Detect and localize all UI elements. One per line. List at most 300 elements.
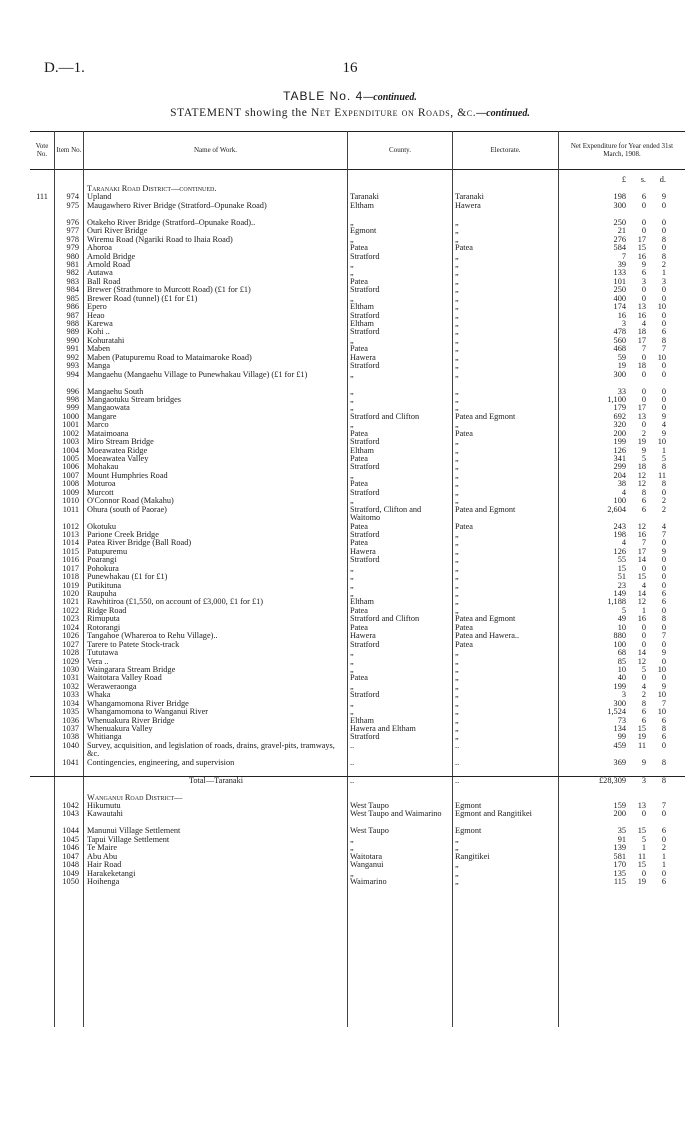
item-cell: 1013 [62, 530, 79, 539]
shillings-cell: 16 [637, 615, 646, 624]
county-cell: Patea [350, 480, 368, 489]
table-row [30, 565, 685, 573]
work-cell: Te Maire [87, 844, 118, 853]
item-cell: 1014 [62, 539, 79, 548]
work-cell: Mangare [87, 412, 117, 421]
county-cell: „ [350, 682, 354, 691]
item-cell: 1047 [62, 852, 79, 861]
electorate-cell: „ [455, 606, 459, 615]
table-row [30, 641, 685, 649]
table-row [30, 691, 685, 699]
county-cell: Stratford [350, 488, 380, 497]
pounds-cell: 204 [613, 471, 626, 480]
electorate-cell: „ [455, 708, 459, 717]
county-cell: „ [350, 699, 354, 708]
work-cell: Maben (Patupuremu Road to Mataimaroke Road) [87, 353, 252, 362]
county-cell: Stratford [350, 733, 380, 742]
shillings-cell: 15 [637, 725, 646, 734]
pence-cell: 6 [661, 877, 666, 886]
pence-cell: 0 [661, 810, 666, 819]
county-cell: „ [350, 395, 354, 404]
county-cell: West Taupo [350, 827, 389, 836]
item-cell: 1036 [62, 716, 79, 725]
pence-cell: 0 [661, 640, 666, 649]
pounds-cell: 139 [613, 844, 626, 853]
pounds-cell: 101 [613, 277, 626, 286]
table-row [30, 632, 685, 640]
item-cell: 1041 [62, 758, 79, 767]
work-cell: Heao [87, 311, 105, 320]
table-row [30, 683, 685, 691]
item-cell: 1032 [62, 682, 79, 691]
electorate-cell: „ [455, 590, 459, 599]
pounds-cell: 300 [613, 370, 626, 379]
pence-cell: 7 [661, 345, 666, 354]
table-row [30, 345, 685, 353]
county-cell: Stratford [350, 691, 380, 700]
county-cell: Patea [350, 244, 368, 253]
table-row [30, 413, 685, 421]
shillings-cell: 15 [637, 573, 646, 582]
table-row [30, 539, 685, 547]
county-cell: Stratford, Clifton and Waitomo [350, 505, 422, 523]
county-cell: Eltham [350, 201, 374, 210]
pounds-cell: 3 [621, 691, 626, 700]
work-cell: Rawhitiroa (£1,550, on account of £3,000, £1 for £1) [87, 598, 264, 607]
pounds-cell: 135 [613, 869, 626, 878]
electorate-cell: „ [455, 370, 459, 379]
pounds-cell: 198 [613, 530, 626, 539]
county-cell: „ [350, 573, 354, 582]
pounds-cell: 459 [613, 741, 626, 750]
table-row [30, 861, 685, 869]
shillings-cell: 12 [637, 480, 646, 489]
pounds-cell: 692 [613, 412, 626, 421]
pounds-cell: 243 [613, 522, 626, 531]
item-cell: 1045 [62, 835, 79, 844]
pounds-cell: 15 [617, 564, 626, 573]
pounds-cell: 3 [621, 320, 626, 329]
pounds-cell: 300 [613, 201, 626, 210]
work-cell: Maugawhero River Bridge (Stratford–Opunake Road) [87, 201, 267, 210]
work-cell: Moeawatea Valley [87, 455, 149, 464]
work-cell: Putikituna [87, 581, 122, 590]
pence-cell: 8 [661, 758, 666, 767]
pounds-cell: 51 [617, 573, 626, 582]
county-cell: Hawera [350, 353, 376, 362]
table-row [30, 447, 685, 455]
work-cell: Moeawatea Ridge [87, 446, 148, 455]
page-number: 16 [342, 60, 358, 76]
item-cell: 1029 [62, 657, 79, 666]
total-label [87, 777, 345, 785]
item-cell: 1038 [62, 733, 79, 742]
county-cell: „ [350, 336, 354, 345]
shillings-cell: 0 [641, 201, 646, 210]
pounds-cell: 7 [621, 252, 626, 261]
pence-cell: 10 [657, 665, 666, 674]
table-row [30, 421, 685, 429]
shillings-cell: 17 [637, 336, 646, 345]
work-cell: Contingencies, engineering, and supervision [87, 758, 235, 767]
work-cell: Brewer (Strathmore to Murcott Road) (£1 for £1) [87, 286, 251, 295]
pence-cell: 11 [658, 471, 666, 480]
electorate-cell: Patea [455, 429, 473, 438]
pence-cell: 8 [661, 615, 666, 624]
pence-cell: 2 [661, 260, 666, 269]
pounds-cell: 170 [613, 861, 626, 870]
electorate-cell: „ [455, 547, 459, 556]
pence-cell: 0 [661, 835, 666, 844]
section-title: Taranaki Road District—continued. [87, 185, 217, 193]
electorate-cell: „ [455, 387, 459, 396]
pounds-cell: 4 [621, 539, 626, 548]
work-cell: Mount Humphries Road [87, 471, 168, 480]
shillings-cell: 18 [637, 362, 646, 371]
pounds-cell: 200 [613, 810, 626, 819]
work-cell: Okotuku [87, 522, 117, 531]
county-cell: Eltham [350, 598, 374, 607]
county-cell: Patea [350, 277, 368, 286]
work-cell: Whangamomona River Bridge [87, 699, 189, 708]
pounds-cell: 91 [617, 835, 626, 844]
shillings-cell: 5 [641, 665, 646, 674]
item-cell: 999 [66, 404, 79, 413]
shillings-cell: 18 [637, 463, 646, 472]
county-cell: „ [350, 708, 354, 717]
item-cell: 974 [66, 193, 79, 202]
electorate-cell: „ [455, 303, 459, 312]
pounds-cell: 23 [617, 581, 626, 590]
item-cell: 1050 [62, 877, 79, 886]
item-cell: 1016 [62, 556, 79, 565]
electorate-cell: „ [455, 480, 459, 489]
county-cell: Egmont [350, 227, 377, 236]
table-row [30, 269, 685, 277]
pounds-cell: 341 [613, 455, 626, 464]
work-cell: Mataimoana [87, 429, 129, 438]
electorate-cell: „ [455, 446, 459, 455]
pounds-cell: 19 [617, 362, 626, 371]
work-cell: Mangaehu South [87, 387, 144, 396]
pence-cell: 8 [661, 463, 666, 472]
county-cell: Stratford [350, 252, 380, 261]
work-cell: Maben [87, 345, 111, 354]
shillings-cell: 12 [637, 657, 646, 666]
pence-cell: 6 [661, 598, 666, 607]
work-cell: Vera .. [87, 657, 109, 666]
shillings-cell: 6 [641, 716, 646, 725]
statement-caps: Net Expenditure on Roads, &c. [310, 107, 477, 119]
electorate-cell: „ [455, 218, 459, 227]
item-cell: 986 [66, 303, 79, 312]
electorate-cell: „ [455, 277, 459, 286]
item-cell: 991 [66, 345, 79, 354]
table-row [30, 649, 685, 657]
item-cell: 1026 [62, 632, 79, 641]
pence-cell: 2 [661, 497, 666, 506]
table-row [30, 303, 685, 311]
total-label-text: Total—Taranaki [188, 776, 244, 785]
pounds-cell: 320 [613, 421, 626, 430]
pounds-cell: 179 [613, 404, 626, 413]
item-cell: 987 [66, 311, 79, 320]
pounds-cell: 2,604 [607, 505, 626, 514]
item-cell: 977 [66, 227, 79, 236]
pence-cell: 8 [661, 480, 666, 489]
pence-cell: 2 [661, 844, 666, 853]
item-cell: 1011 [62, 505, 79, 514]
work-cell: Whenuakura River Bridge [87, 716, 175, 725]
electorate-cell: „ [455, 471, 459, 480]
item-cell: 1021 [62, 598, 79, 607]
pence-cell: 10 [657, 438, 666, 447]
shillings-cell: 19 [637, 438, 646, 447]
table-row [30, 878, 685, 886]
pounds-cell: 33 [617, 387, 626, 396]
shillings-cell: 6 [641, 708, 646, 717]
item-cell: 1040 [62, 741, 79, 750]
item-cell: 980 [66, 252, 79, 261]
county-cell: .. [350, 776, 355, 785]
electorate-cell: „ [455, 556, 459, 565]
county-cell: Stratford [350, 640, 380, 649]
item-cell: 1017 [62, 564, 79, 573]
county-cell: .. [350, 741, 355, 750]
electorate-cell: Rangitikei [455, 852, 490, 861]
pounds-cell: 85 [617, 657, 626, 666]
pence-cell: 1 [661, 861, 666, 870]
electorate-cell: „ [455, 463, 459, 472]
table-row [30, 261, 685, 269]
work-cell: Whenuakura Valley [87, 725, 153, 734]
item-cell: 1001 [62, 421, 79, 430]
item-cell: 1035 [62, 708, 79, 717]
county-cell: Hawera [350, 632, 376, 641]
county-cell: Eltham [350, 446, 374, 455]
table-row [30, 227, 685, 235]
table-row [30, 615, 685, 623]
pounds-cell: 59 [617, 353, 626, 362]
table-row [30, 489, 685, 497]
electorate-cell: „ [455, 311, 459, 320]
electorate-cell: Egmont [455, 827, 482, 836]
county-cell: Stratford and Clifton [350, 615, 420, 624]
pence-cell: 0 [661, 320, 666, 329]
electorate-cell: „ [455, 362, 459, 371]
pounds-cell: 199 [613, 438, 626, 447]
pence-cell: 5 [661, 455, 666, 464]
electorate-cell: Patea [455, 623, 473, 632]
shillings-cell: 6 [641, 193, 646, 202]
pence-cell: 8 [661, 235, 666, 244]
county-cell: Patea [350, 623, 368, 632]
electorate-cell: .. [455, 741, 460, 750]
unit-shillings: s. [640, 175, 646, 184]
work-cell: Poarangi [87, 556, 117, 565]
electorate-cell: „ [455, 345, 459, 354]
shillings-cell: 6 [641, 269, 646, 278]
county-cell: Waitotara [350, 852, 383, 861]
work-cell: Epero [87, 303, 107, 312]
item-cell: 978 [66, 235, 79, 244]
work-cell: Upland [87, 193, 112, 202]
shillings-cell: 0 [641, 218, 646, 227]
electorate-cell: „ [455, 320, 459, 329]
expenditure-table [30, 131, 685, 1027]
shillings-cell: 16 [637, 311, 646, 320]
item-cell: 985 [66, 294, 79, 303]
pence-cell: 0 [661, 657, 666, 666]
pence-cell: 0 [661, 556, 666, 565]
item-cell: 1002 [62, 429, 79, 438]
shillings-cell: 17 [637, 404, 646, 413]
work-cell: Ahoroa [87, 244, 112, 253]
item-cell: 1042 [62, 802, 79, 810]
pounds-cell: 100 [613, 497, 626, 506]
county-cell: West Taupo and Waimarino [350, 810, 442, 819]
pence-cell: 1 [661, 269, 666, 278]
pounds-cell: 16 [617, 311, 626, 320]
electorate-cell: .. [455, 758, 460, 767]
table-row [30, 278, 685, 286]
table-row [30, 853, 685, 861]
shillings-cell: 9 [641, 446, 646, 455]
electorate-cell: „ [455, 269, 459, 278]
item-cell: 988 [66, 320, 79, 329]
table-row [30, 582, 685, 590]
pence-cell: 6 [661, 590, 666, 599]
work-cell: Rotorangi [87, 623, 121, 632]
pounds-cell: 134 [613, 725, 626, 734]
pence-cell: 3 [661, 277, 666, 286]
pence-cell: 0 [661, 674, 666, 683]
shillings-cell: 2 [641, 429, 646, 438]
total-row [30, 776, 685, 785]
table-row [30, 658, 685, 666]
shillings-cell: 13 [637, 802, 646, 810]
table-row [30, 810, 685, 827]
pence-cell: 0 [661, 573, 666, 582]
shillings-cell: 9 [641, 758, 646, 767]
pence-cell: 8 [661, 776, 666, 785]
work-cell: Tangahoe (Whareroa to Rehu Village).. [87, 632, 218, 641]
pence-cell: 7 [661, 530, 666, 539]
item-cell: 1010 [62, 497, 79, 506]
county-cell: „ [350, 564, 354, 573]
shillings-cell: 3 [641, 776, 646, 785]
work-cell: Raupuha [87, 590, 117, 599]
work-cell: Mangaehu (Mangaehu Village to Punewhakau Village) (£1 for £1) [87, 370, 308, 379]
table-title [0, 89, 700, 103]
item-cell: 1003 [62, 438, 79, 447]
item-cell: 1027 [62, 640, 79, 649]
table-row [30, 742, 685, 759]
shillings-cell: 1 [641, 844, 646, 853]
pounds-cell: 250 [613, 218, 626, 227]
pence-cell: 6 [661, 716, 666, 725]
pence-cell: 6 [661, 827, 666, 836]
table-row [30, 506, 685, 523]
work-cell: Ohura (south of Paorae) [87, 505, 167, 514]
work-cell: Tarere to Patete Stock-track [87, 640, 180, 649]
shillings-cell: 2 [641, 691, 646, 700]
pounds-cell: 468 [613, 345, 626, 354]
electorate-cell: Egmont and Rangitikei [455, 810, 532, 819]
electorate-cell: „ [455, 252, 459, 261]
pence-cell: 6 [661, 328, 666, 337]
work-cell: Mohakau [87, 463, 119, 472]
work-cell: Whaka [87, 691, 111, 700]
pence-cell: 8 [661, 725, 666, 734]
item-cell: 975 [66, 201, 79, 210]
pounds-cell: 73 [617, 716, 626, 725]
electorate-cell: „ [455, 573, 459, 582]
work-cell: Punewhakau (£1 for £1) [87, 573, 168, 582]
county-cell: Stratford [350, 286, 380, 295]
shillings-cell: 16 [637, 252, 646, 261]
pounds-cell: 126 [613, 547, 626, 556]
work-cell: Parione Creek Bridge [87, 530, 159, 539]
pence-cell: 0 [661, 564, 666, 573]
electorate-cell: „ [455, 682, 459, 691]
item-cell: 989 [66, 328, 79, 337]
item-cell: 998 [66, 395, 79, 404]
header-vote: Vote No. [35, 142, 49, 158]
table-row [30, 371, 685, 388]
electorate-cell: „ [455, 294, 459, 303]
table-row [30, 438, 685, 446]
electorate-cell: „ [455, 649, 459, 658]
pence-cell: 9 [661, 649, 666, 658]
work-cell: Otakeho River Bridge (Stratford–Opunake Road).. [87, 218, 256, 227]
work-cell: Tapui Village Settlement [87, 835, 170, 844]
electorate-cell: „ [455, 260, 459, 269]
pounds-cell: 39 [617, 260, 626, 269]
county-cell: „ [350, 260, 354, 269]
work-cell: Autawa [87, 269, 113, 278]
shillings-cell: 0 [641, 395, 646, 404]
work-cell: Mangaotuku Stream bridges [87, 395, 182, 404]
item-cell: 976 [66, 218, 79, 227]
pounds-cell: 200 [613, 429, 626, 438]
shillings-cell: 0 [641, 286, 646, 295]
statement-suffix: —continued. [476, 108, 530, 119]
electorate-cell: Patea and Egmont [455, 412, 516, 421]
table-row [30, 725, 685, 733]
item-cell: 1020 [62, 590, 79, 599]
electorate-cell: Patea and Egmont [455, 505, 516, 514]
pence-cell: 0 [661, 227, 666, 236]
pence-cell: 0 [661, 362, 666, 371]
electorate-cell: „ [455, 353, 459, 362]
table-row [30, 531, 685, 539]
vote-cell: 111 [36, 193, 48, 202]
work-cell: Tututawa [87, 649, 119, 658]
table-row [30, 827, 685, 835]
pence-cell: 2 [661, 505, 666, 514]
shillings-cell: 19 [637, 877, 646, 886]
electorate-cell: „ [455, 336, 459, 345]
work-cell: Moturoa [87, 480, 116, 489]
electorate-cell: „ [455, 497, 459, 506]
electorate-cell: „ [455, 395, 459, 404]
electorate-cell: „ [455, 455, 459, 464]
electorate-cell: „ [455, 564, 459, 573]
shillings-cell: 15 [637, 827, 646, 836]
shillings-cell: 3 [641, 277, 646, 286]
electorate-cell: .. [455, 776, 460, 785]
